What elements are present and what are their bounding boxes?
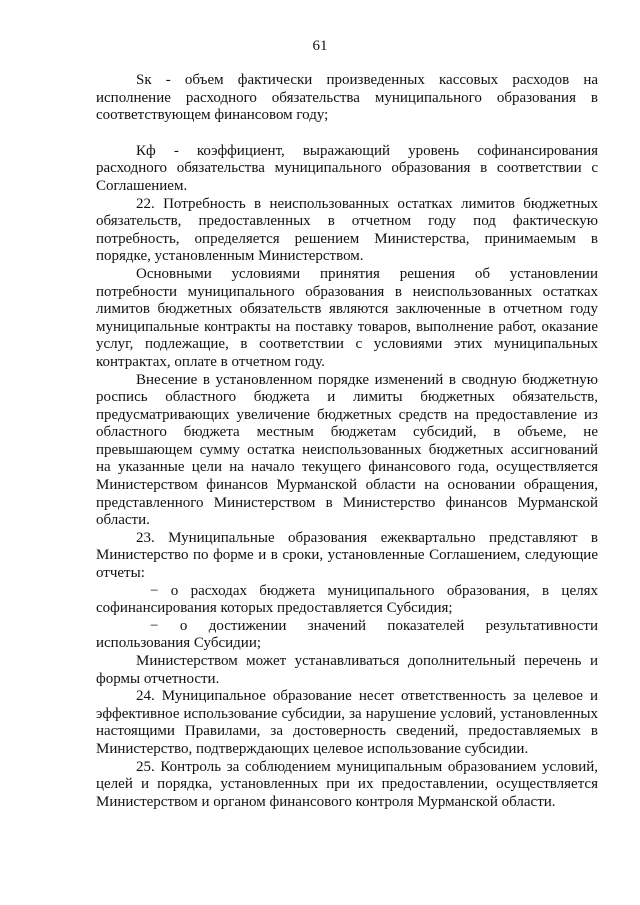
list-item-indicator-report: − о достижении значений показателей результативности использования Субсидии;	[96, 617, 598, 652]
paragraph-clause-24: 24. Муниципальное образование несет ответственность за целевое и эффективное использование субсидии, за нарушение условий, установленных настоящими Правилами, за достоверность сведений, предоставляемых в Министерство, подтверждающих целевое использование субсидии.	[96, 688, 598, 757]
paragraph-clause-22: 22. Потребность в неиспользованных остатках лимитов бюджетных обязательств, предоставленных в отчетном году под фактическую потребность, определяется решением Министерства, принимаемым в порядке, установленным Министерством.	[96, 195, 598, 265]
paragraph-clause-25: 25. Контроль за соблюдением муниципальным образованием условий, целей и порядка, установленных при их предоставлении, осуществляется Министерством и органом финансового контроля Мурманской области.	[96, 758, 598, 810]
paragraph-sk-definition: Sк - объем фактически произведенных кассовых расходов на исполнение расходного обязательства муниципального образования в соответствующем финансовом году;	[96, 72, 598, 124]
document-body	[96, 72, 598, 811]
page-number: 61	[312, 38, 328, 54]
paragraph-budget-changes: Внесение в установленном порядке изменений в сводную бюджетную роспись областного бюджета и лимиты бюджетных обязательств, предусматривающих увеличение бюджетных средств на предоставление из областного бюджета местным бюджетам субсидий, в объеме, не превышающем сумму остатка неиспользованных бюджетных ассигнований на указанные цели на начало текущего финансового года, осуществляется Министерством финансов Мурманской области на основании обращения, представленного Министерством в Министерство финансов Мурманской области.	[96, 371, 598, 529]
paragraph-kf-definition: Кф - коэффициент, выражающий уровень софинансирования расходного обязательства муниципального образования в соответствии с Соглашением.	[96, 142, 598, 194]
paragraph-clause-23: 23. Муниципальные образования ежеквартально представляют в Министерство по форме и в сроки, установленные Соглашением, следующие отчеты:	[96, 529, 598, 582]
list-item-expense-report: − о расходах бюджета муниципального образования, в целях софинансирования которых предоставляется Субсидия;	[96, 582, 598, 617]
paragraph-additional-forms: Министерством может устанавливаться дополнительный перечень и формы отчетности.	[96, 653, 598, 687]
paragraph-conditions: Основными условиями принятия решения об установлении потребности муниципального образования в неиспользованных остатках лимитов бюджетных обязательств являются заключенные в отчетном году муниципальные контракты на поставку товаров, выполнение работ, оказание услуг, подлежащие, в соответствии с условиями этих муниципальных контрактах, оплате в отчетном году.	[96, 265, 598, 370]
